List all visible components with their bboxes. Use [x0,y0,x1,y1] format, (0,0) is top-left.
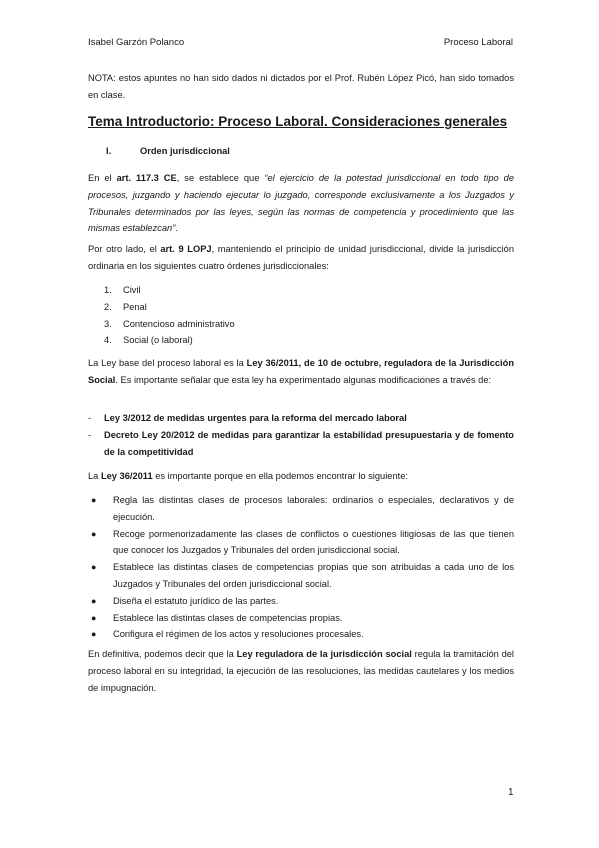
text-run: En definitiva, podemos decir que la [88,649,237,659]
section-label: Orden jurisdiccional [140,146,230,156]
dash-marker: - [88,413,92,423]
text-run: es importante porque en ella podemos encontrar lo siguiente: [152,471,408,481]
text-run: La [88,471,101,481]
bullet-icon: ● [91,595,97,606]
list-item [88,410,514,427]
bold-reference: art. 117.3 CE [116,173,177,183]
list-item [88,626,514,643]
bullet-icon: ● [91,629,97,640]
text-run: Por otro lado, el [88,244,161,254]
modifications-list [88,410,514,460]
list-item [88,610,514,627]
italic-quote: “el ejercicio de la potestad jurisdiccional en todo tipo de procesos, juzgando y haciendo ejecutar lo juzgado, corresponde exclusivamente a los Juzgados y Tribunales determinados por las leyes, según las normas de competencia y procedimiento que las mismas establezcan” [88,173,514,234]
list-label: Social (o laboral) [123,335,193,346]
bold-reference: Ley reguladora de la jurisdicción social [236,649,412,659]
paragraph-conclusion [88,646,514,696]
text-run: , se establece que [176,173,265,183]
list-label: Configura el régimen de los actos y resoluciones procesales. [113,629,364,640]
text-run: La Ley base del proceso laboral es la [88,358,247,368]
text-run: , manteniendo el principio de unidad jurisdiccional, divide la jurisdicción ordinaria en los siguientes cuatro órdenes jurisdiccionales: [88,244,514,271]
list-item [88,526,514,560]
list-item [88,559,514,593]
bullet-icon: ● [91,495,97,505]
list-number: 4. [104,335,112,346]
text-run: regula la tramitación del proceso laboral en su integridad, la ejecución de las resoluciones, las medidas cautelares y los medios de impugnación. [88,649,514,693]
list-label: Ley 3/2012 de medidas urgentes para la reforma del mercado laboral [104,413,407,423]
paragraph-ley-base [88,355,514,389]
bold-reference: Ley 36/2011 [100,471,153,481]
text-run: . Es importante señalar que esta ley ha experimentado algunas modificaciones a través de: [115,374,492,385]
orders-list [104,282,235,349]
bold-reference: Ley 36/2011, de 10 de octubre, reguladora de la Jurisdicción Social [88,358,514,385]
bullet-icon: ● [91,562,97,573]
page-number: 1 [508,787,514,798]
text-run: . [175,223,178,234]
list-item [88,427,514,461]
dash-marker: - [88,429,92,440]
bold-reference: art. 9 LOPJ [160,244,212,254]
list-item [88,593,514,610]
section-heading [106,146,230,156]
list-label: Recoge pormenorizadamente las clases de conflictos o cuestiones litigiosas de las que tienen que conocer los Juzgados y Tribunales del orden jurisdiccional social. [113,528,514,556]
text-run: En el [88,173,117,183]
list-label: Establece las distintas clases de competencias propias. [113,612,343,623]
list-number: 3. [104,318,112,329]
bullet-icon: ● [91,528,97,539]
note-paragraph: NOTA: estos apuntes no han sido dados ni dictados por el Prof. Rubén López Picó, han sido tomados en clase. [88,73,514,100]
page-title: Tema Introductorio: Proceso Laboral. Consideraciones generales [88,114,508,129]
list-item [104,332,235,349]
list-number: 1. [104,285,112,295]
list-label: Civil [123,285,141,295]
paragraph-article-9 [88,241,514,275]
list-label: Regla las distintas clases de procesos laborales: ordinarios o especiales, declarativos y de ejecución. [113,495,514,522]
features-list [88,492,514,643]
header-subject: Proceso Laboral [443,37,513,48]
list-label: Diseña el estatuto jurídico de las partes. [113,595,279,606]
section-number: I. [106,146,112,156]
list-label: Contencioso administrativo [123,318,235,329]
list-item [104,299,235,316]
list-number: 2. [104,301,112,312]
header-author: Isabel Garzón Polanco [88,37,185,48]
paragraph-article-117 [88,170,514,237]
list-item [104,316,235,333]
list-item [104,282,235,299]
list-label: Penal [123,301,147,312]
list-label: Decreto Ley 20/2012 de medidas para garantizar la estabilidad presupuestaria y de fomento de la competitividad [104,429,514,457]
bullet-icon: ● [91,612,97,623]
paragraph-ley-36 [88,468,514,485]
list-label: Establece las distintas clases de competencias propias que son atribuidas a cada uno de los Juzgados y Tribunales del orden jurisdiccional social. [113,562,514,589]
list-item [88,492,514,526]
